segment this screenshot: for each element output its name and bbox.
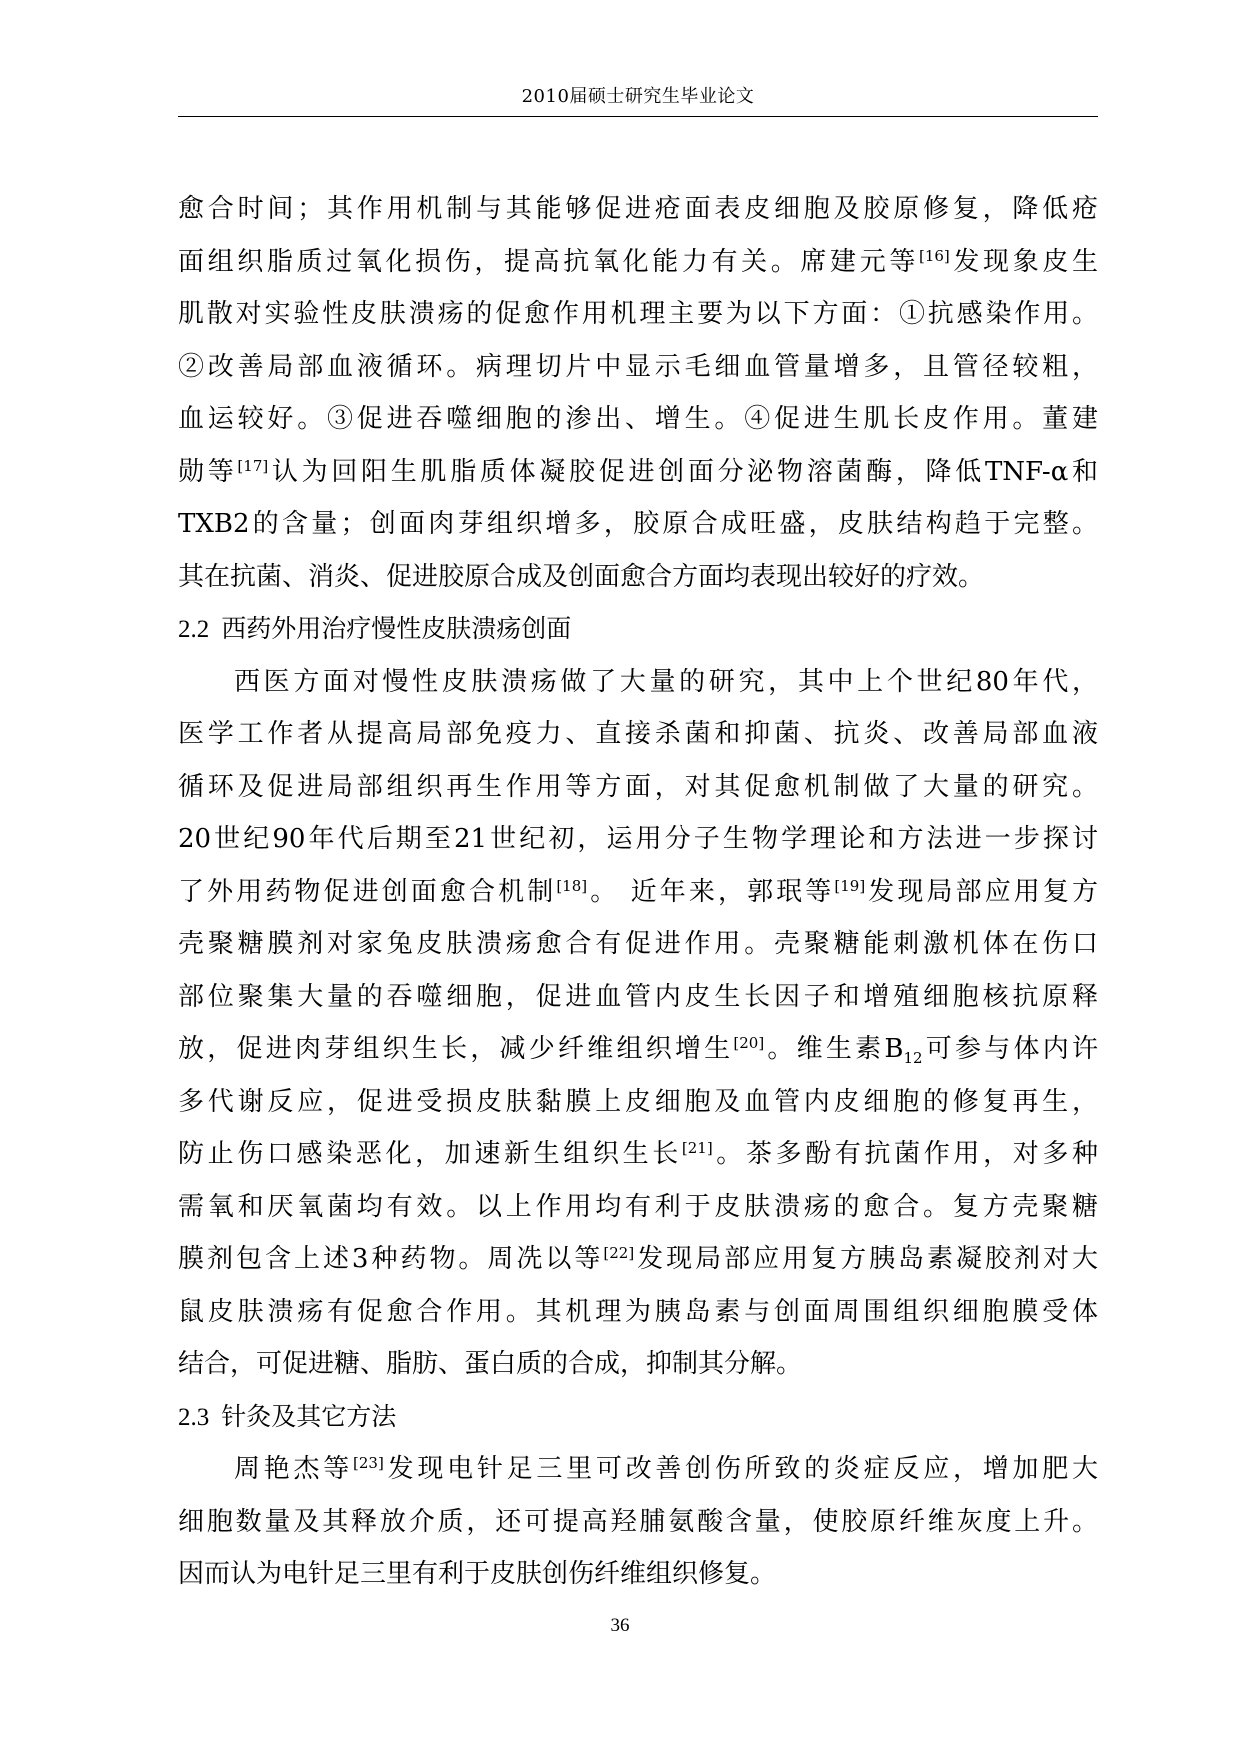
page-body (178, 183, 1098, 1601)
text-line: 多代谢反应，促进受损皮肤黏膜上皮细胞及血管内皮细胞的修复再生， (178, 1086, 1098, 1117)
text-line: 鼠皮肤溃疡有促愈合作用。其机理为胰岛素与创面周围组织细胞膜受体 (178, 1296, 1098, 1327)
text-line: 医学工作者从提高局部免疫力、直接杀菌和抑菌、抗炎、改善局部血液 (178, 719, 1098, 749)
text-line: 勋等[17]认为回阳生肌脂质体凝胶促进创面分泌物溶菌酶，降低TNF-α和 (178, 456, 1098, 487)
paragraph-2 (178, 656, 1098, 1391)
paragraph-3 (178, 1443, 1098, 1601)
text-line: 因而认为电针足三里有利于皮肤创伤纤维组织修复。 (178, 1559, 777, 1589)
section-heading-2-2 (178, 603, 1098, 656)
text-line: 面组织脂质过氧化损伤，提高抗氧化能力有关。席建元等[16]发现象皮生 (178, 246, 1098, 277)
text-line: 部位聚集大量的吞噬细胞，促进血管内皮生长因子和增殖细胞核抗原释 (178, 981, 1098, 1012)
text-line: 20世纪90年代后期至21世纪初，运用分子生物学理论和方法进一步探讨 (178, 824, 1098, 854)
text-line: 细胞数量及其释放介质，还可提高羟脯氨酸含量，使胶原纤维灰度上升。 (178, 1506, 1098, 1537)
text-line: 了外用药物促进创面愈合机制[18]。 近年来，郭珉等[19]发现局部应用复方 (178, 876, 1098, 907)
section-number: 2.3 (178, 1403, 210, 1431)
text-line: 肌散对实验性皮肤溃疡的促愈作用机理主要为以下方面：①抗感染作用。 (178, 299, 1098, 329)
section-number: 2.2 (178, 616, 210, 643)
text-line: 西医方面对慢性皮肤溃疡做了大量的研究，其中上个世纪80年代， (234, 666, 1098, 697)
section-title: 西药外用治疗慢性皮肤溃疡创面 (221, 614, 572, 643)
section-title: 针灸及其它方法 (221, 1401, 397, 1431)
text-line: 防止伤口感染恶化，加速新生组织生长[21]。茶多酚有抗菌作用，对多种 (178, 1139, 1098, 1169)
text-line: 需氧和厌氧菌均有效。以上作用均有利于皮肤溃疡的愈合。复方壳聚糖 (178, 1191, 1098, 1222)
text-line: ②改善局部血液循环。病理切片中显示毛细血管量增多，且管径较粗， (178, 351, 1098, 382)
text-line: TXB2的含量；创面肉芽组织增多，胶原合成旺盛，皮肤结构趋于完整。 (178, 509, 1098, 539)
text-line: 放，促进肉芽组织生长，减少纤维组织增生[20]。维生素$B_{12}$可参与体内许 (178, 1034, 1098, 1068)
text-line: 周艳杰等[23]发现电针足三里可改善创伤所致的炎症反应，增加肥大 (234, 1454, 1098, 1484)
header-title: 2010届硕士研究生毕业论文 (521, 86, 755, 107)
text-line: 膜剂包含上述3种药物。周冼以等[22]发现局部应用复方胰岛素凝胶剂对大 (178, 1244, 1098, 1274)
running-header (178, 84, 1098, 117)
section-heading-2-3 (178, 1391, 1098, 1444)
page-number: 36 (610, 1615, 630, 1636)
text-line: 血运较好。③促进吞噬细胞的渗出、增生。④促进生肌长皮作用。董建 (178, 404, 1098, 434)
paragraph-1 (178, 183, 1098, 603)
text-line: 其在抗菌、消炎、促进胶原合成及创面愈合方面均表现出较好的疗效。 (178, 561, 985, 592)
text-line: 愈合时间；其作用机制与其能够促进疮面表皮细胞及胶原修复，降低疮 (178, 194, 1098, 224)
text-line: 壳聚糖膜剂对家兔皮肤溃疡愈合有促进作用。壳聚糖能刺激机体在伤口 (178, 929, 1098, 959)
text-line: 结合，可促进糖、脂肪、蛋白质的合成，抑制其分解。 (178, 1349, 803, 1379)
text-line: 循环及促进局部组织再生作用等方面，对其促愈机制做了大量的研究。 (178, 771, 1098, 802)
